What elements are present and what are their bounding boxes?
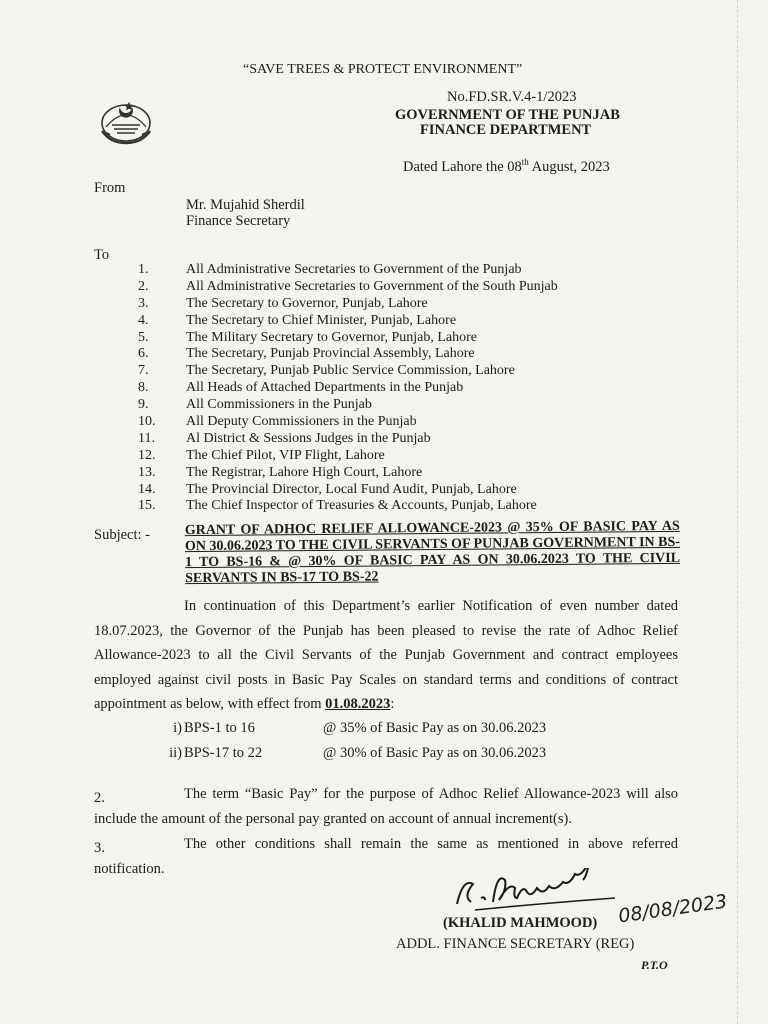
recipient-text: The Registrar, Lahore High Court, Lahore xyxy=(186,464,423,480)
recipient-list xyxy=(138,262,618,515)
list-item xyxy=(138,363,618,380)
from-label: From xyxy=(94,180,126,196)
recipient-text: The Secretary, Punjab Provincial Assembly, Lahore xyxy=(186,346,475,362)
recipient-text: The Provincial Director, Local Fund Audit, Punjab, Lahore xyxy=(186,481,517,497)
subject-text: GRANT OF ADHOC RELIEF ALLOWANCE-2023 @ 35% OF BASIC PAY AS ON 30.06.2023 TO THE CIVIL SERVANTS OF PUNJAB GOVERNMENT IN BS-1 TO BS-16 & @ 30% OF BASIC PAY AS ON 30.06.2023 TO THE CIVIL SERVANTS IN BS-17 TO BS-22 xyxy=(184,518,681,587)
recipient-number: 4. xyxy=(138,312,149,328)
recipient-text: The Secretary to Chief Minister, Punjab, Lahore xyxy=(186,312,457,328)
recipient-number: 11. xyxy=(138,430,155,446)
recipient-number: 15. xyxy=(138,498,156,514)
paragraph-3-number: 3. xyxy=(94,840,105,856)
rate-grade: BPS-1 to 16 xyxy=(184,720,255,736)
paragraph-1-text: In continuation of this Department’s earlier Notification of even number dated 18.07.2023, the Governor of the Punjab has been pleased to revise the rate of Adhoc Relief Allowance-2023 to all the Civil Servants of the Punjab Government and contract employees employed against civil posts in Basic Pay Scales on standard terms and conditions of contract appointment as below, with effect from xyxy=(94,598,678,712)
rate-number: i) xyxy=(173,720,182,736)
rate-value: @ 30% of Basic Pay as on 30.06.2023 xyxy=(323,745,547,761)
recipient-number: 9. xyxy=(138,397,149,413)
rate-number: ii) xyxy=(169,745,182,761)
rate-row xyxy=(160,720,620,745)
dated-line xyxy=(403,157,610,176)
signature-date: 08/08/2023 xyxy=(617,890,729,928)
page-edge-line xyxy=(737,0,738,1024)
list-item xyxy=(138,414,618,431)
punjab-government-emblem-icon xyxy=(96,93,156,147)
motto: “SAVE TREES & PROTECT ENVIRONMENT” xyxy=(243,62,523,77)
list-item xyxy=(138,346,618,363)
recipient-text: The Secretary, Punjab Public Service Commission, Lahore xyxy=(186,363,515,379)
list-item xyxy=(138,330,618,347)
recipient-number: 5. xyxy=(138,329,149,345)
paragraph-1-end: : xyxy=(390,696,395,712)
subject-label: Subject: - xyxy=(94,527,150,543)
list-item xyxy=(138,431,618,448)
signer-name: (KHALID MAHMOOD) xyxy=(443,915,598,931)
list-item xyxy=(138,397,618,414)
recipient-number: 6. xyxy=(138,346,149,362)
recipient-text: All Administrative Secretaries to Government of the South Punjab xyxy=(186,278,558,294)
pto-marker: P.T.O xyxy=(641,958,668,972)
reference-number: No.FD.SR.V.4-1/2023 xyxy=(447,89,577,105)
recipient-text: The Chief Pilot, VIP Flight, Lahore xyxy=(186,447,385,463)
signer-designation: ADDL. FINANCE SECRETARY (REG) xyxy=(396,936,635,952)
list-item xyxy=(138,380,618,397)
recipient-text: The Secretary to Governor, Punjab, Lahore xyxy=(186,295,428,311)
recipient-text: The Chief Inspector of Treasuries & Accounts, Punjab, Lahore xyxy=(186,498,537,514)
rate-grade: BPS-17 to 22 xyxy=(184,745,263,761)
list-item xyxy=(138,465,618,482)
recipient-number: 14. xyxy=(138,481,156,497)
rate-value: @ 35% of Basic Pay as on 30.06.2023 xyxy=(323,720,547,736)
paragraph-2: The term “Basic Pay” for the purpose of Adhoc Relief Allowance-2023 will also include the amount of the personal pay granted on account of annual increment(s). xyxy=(94,786,678,827)
recipient-number: 12. xyxy=(138,447,156,463)
dated-month-year: August, 2023 xyxy=(528,158,610,175)
recipient-text: All Commissioners in the Punjab xyxy=(186,397,372,413)
list-item xyxy=(138,482,618,499)
rate-list xyxy=(160,720,620,770)
recipient-text: All Deputy Commissioners in the Punjab xyxy=(186,414,417,430)
recipient-text: The Military Secretary to Governor, Punjab, Lahore xyxy=(186,329,478,345)
department-name: FINANCE DEPARTMENT xyxy=(420,122,592,138)
effective-date: 01.08.2023 xyxy=(325,696,391,712)
recipient-number: 1. xyxy=(138,262,149,277)
dated-suffix-sup: th xyxy=(521,157,529,167)
paragraph-3: The other conditions shall remain the same as mentioned in above referred notification. xyxy=(94,836,678,877)
recipient-number: 13. xyxy=(138,464,156,480)
dated-prefix: Dated Lahore the 08 xyxy=(403,158,522,175)
sender-name: Mr. Mujahid Sherdil xyxy=(186,197,305,213)
list-item xyxy=(138,498,618,515)
list-item xyxy=(138,296,618,313)
recipient-text: All Administrative Secretaries to Government of the Punjab xyxy=(186,262,522,277)
recipient-number: 10. xyxy=(138,414,156,430)
rate-row xyxy=(160,745,620,770)
list-item xyxy=(138,262,618,279)
recipient-text: All Heads of Attached Departments in the Punjab xyxy=(186,380,464,396)
list-item xyxy=(138,448,618,465)
recipient-number: 8. xyxy=(138,380,149,396)
list-item xyxy=(138,279,618,296)
recipient-number: 2. xyxy=(138,278,149,294)
to-label: To xyxy=(94,247,110,263)
government-name: GOVERNMENT OF THE PUNJAB xyxy=(395,107,620,123)
list-item xyxy=(138,313,618,330)
recipient-number: 3. xyxy=(138,295,149,311)
recipient-number: 7. xyxy=(138,363,149,379)
handwritten-signature xyxy=(445,868,645,918)
recipient-text: Al District & Sessions Judges in the Punjab xyxy=(186,430,431,446)
paragraph-1 xyxy=(94,594,678,717)
paragraph-2-number: 2. xyxy=(94,790,105,806)
sender-title: Finance Secretary xyxy=(186,213,291,229)
